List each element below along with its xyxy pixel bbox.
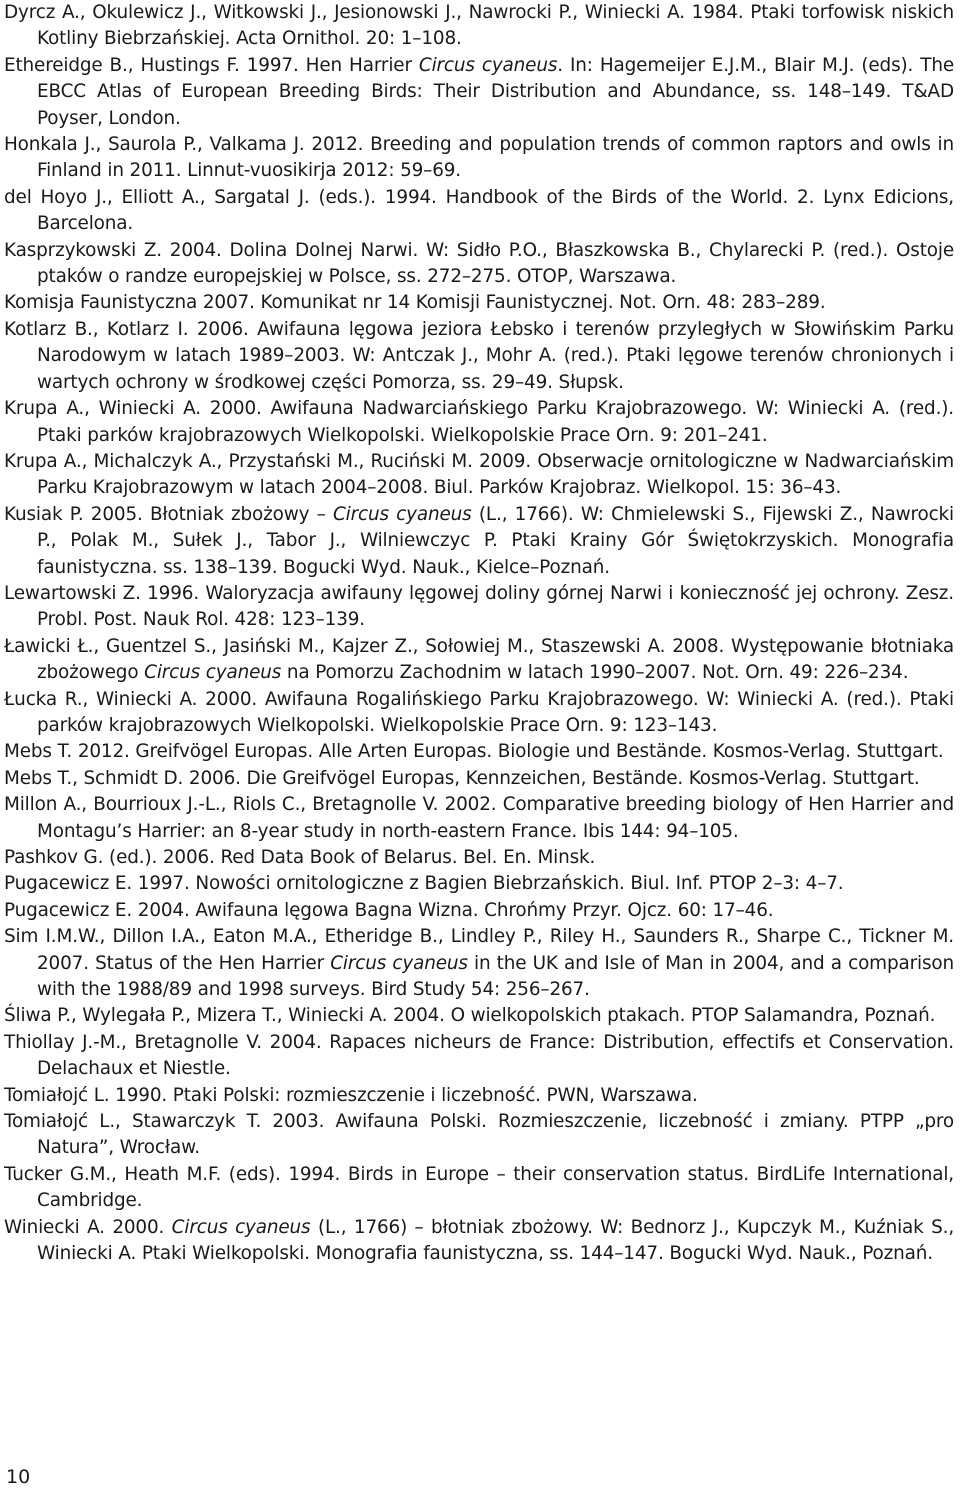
reference-entry: Kasprzykowski Z. 2004. Dolina Dolnej Narwi. W: Sidło P.O., Błaszkowska B., Chylarecki P. (red.). Ostoje ptaków o randze europejskiej w Polsce, ss. 272–275. OTOP, Warszawa. bbox=[4, 239, 954, 288]
reference-entry: Millon A., Bourrioux J.-L., Riols C., Bretagnolle V. 2002. Comparative breeding biology of Hen Harrier and Montagu’s Harrier: an 8-year study in north-eastern France. Ibis 144: 94–105. bbox=[4, 794, 954, 842]
page-number: 10 bbox=[6, 1466, 31, 1488]
reference-entry: Komisja Faunistyczna 2007. Komunikat nr 14 Komisji Faunistycznej. Not. Orn. 48: 283–289. bbox=[4, 292, 826, 314]
reference-entry: Pugacewicz E. 2004. Awifauna lęgowa Bagna Wizna. Chrońmy Przyr. Ojcz. 60: 17–46. bbox=[4, 899, 774, 921]
reference-entry: del Hoyo J., Elliott A., Sargatal J. (eds.). 1994. Handbook of the Birds of the World. 2. Lynx Edicions, Barcelona. bbox=[4, 186, 954, 235]
reference-list bbox=[4, 0, 954, 1268]
reference-entry: Mebs T. 2012. Greifvögel Europas. Alle Arten Europas. Biologie und Bestände. Kosmos-Verlag. Stuttgart. bbox=[4, 741, 944, 763]
reference-entry: Honkala J., Saurola P., Valkama J. 2012. Breeding and population trends of common raptors and owls in Finland in 2011. Linnut-vuosikirja 2012: 59–69. bbox=[4, 134, 954, 182]
reference-entry: Śliwa P., Wylegała P., Mizera T., Winiecki A. 2004. O wielkopolskich ptakach. PTOP Salamandra, Poznań. bbox=[4, 1005, 936, 1027]
reference-entry: Mebs T., Schmidt D. 2006. Die Greifvögel Europas, Kennzeichen, Bestände. Kosmos-Verlag. Stuttgart. bbox=[4, 767, 920, 789]
reference-entry: Pashkov G. (ed.). 2006. Red Data Book of Belarus. Bel. En. Minsk. bbox=[4, 847, 596, 868]
reference-entry: Kusiak P. 2005. Błotniak zbożowy – Circus cyaneus (L., 1766). W: Chmielewski S., Fijewski Z., Nawrocki P., Polak M., Sułek J., Tabor J., Wilniewczyc P. Ptaki Krainy Gór Świętokrzyskich. Monografia faunistyczna. ss. 138–139. Bogucki Wyd. Nauk., Kielce–Poznań. bbox=[4, 503, 954, 578]
reference-entry: Sim I.M.W., Dillon I.A., Eaton M.A., Etheridge B., Lindley P., Riley H., Saunders R., Sharpe C., Tickner M. 2007. Status of the Hen Harrier Circus cyaneus in the UK and Isle of Man in 2004, and a comparison with the 1988/89 and 1998 surveys. Bird Study 54: 256–267. bbox=[4, 926, 954, 1001]
reference-entry: Krupa A., Winiecki A. 2000. Awifauna Nadwarciańskiego Parku Krajobrazowego. W: Winiecki A. (red.). Ptaki parków krajobrazowych Wielkopolski. Wielkopolskie Prace Orn. 9: 201–241. bbox=[4, 398, 954, 446]
reference-entry: Pugacewicz E. 1997. Nowości ornitologiczne z Bagien Biebrzańskich. Biul. Inf. PTOP 2–3: 4–7. bbox=[4, 873, 844, 895]
reference-entry: Ławicki Ł., Guentzel S., Jasiński M., Kajzer Z., Sołowiej M., Staszewski A. 2008. Występowanie błotniaka zbożowego Circus cyaneus na Pomorzu Zachodnim w latach 1990–2007. Not. Orn. 49: 226–234. bbox=[4, 635, 954, 684]
reference-entry: Thiollay J.-M., Bretagnolle V. 2004. Rapaces nicheurs de France: Distribution, effectifs et Conservation. Delachaux et Niestle. bbox=[4, 1031, 954, 1080]
reference-entry: Tomiałojć L. 1990. Ptaki Polski: rozmieszczenie i liczebność. PWN, Warszawa. bbox=[4, 1084, 698, 1106]
reference-entry: Tucker G.M., Heath M.F. (eds). 1994. Birds in Europe – their conservation status. BirdLife International, Cambridge. bbox=[4, 1163, 954, 1212]
reference-entry: Krupa A., Michalczyk A., Przystański M., Ruciński M. 2009. Obserwacje ornitologiczne w Nadwarciańskim Parku Krajobrazowym w latach 2004–2008. Biul. Parków Krajobraz. Wielkopol. 15: 36–43. bbox=[4, 450, 954, 499]
reference-entry: Tomiałojć L., Stawarczyk T. 2003. Awifauna Polski. Rozmieszczenie, liczebność i zmiany. PTPP „pro Natura”, Wrocław. bbox=[4, 1111, 954, 1159]
reference-entry: Dyrcz A., Okulewicz J., Witkowski J., Jesionowski J., Nawrocki P., Winiecki A. 1984. Ptaki torfowisk niskich Kotliny Biebrzańskiej. Acta Ornithol. 20: 1–108. bbox=[4, 2, 954, 50]
reference-entry: Lewartowski Z. 1996. Waloryzacja awifauny lęgowej doliny górnej Narwi i konieczność jej ochrony. Zesz. Probl. Post. Nauk Rol. 428: 123–139. bbox=[4, 582, 954, 631]
reference-entry: Łucka R., Winiecki A. 2000. Awifauna Rogalińskiego Parku Krajobrazowego. W: Winiecki A. (red.). Ptaki parków krajobrazowych Wielkopolski. Wielkopolskie Prace Orn. 9: 123–143. bbox=[4, 688, 954, 736]
reference-entry: Kotlarz B., Kotlarz I. 2006. Awifauna lęgowa jeziora Łebsko i terenów przyległych w Słowińskim Parku Narodowym w latach 1989–2003. W: Antczak J., Mohr A. (red.). Ptaki lęgowe terenów chronionych i wartych ochrony w środkowej części Pomorza, ss. 29–49. Słupsk. bbox=[4, 318, 954, 393]
reference-entry: Ethereidge B., Hustings F. 1997. Hen Harrier Circus cyaneus. In: Hagemeijer E.J.M., Blair M.J. (eds). The EBCC Atlas of European Breeding Birds: Their Distribution and Abundance, ss. 148–149. T&AD Poyser, London. bbox=[4, 54, 955, 129]
reference-entry: Winiecki A. 2000. Circus cyaneus (L., 1766) – błotniak zbożowy. W: Bednorz J., Kupczyk M., Kuźniak S., Winiecki A. Ptaki Wielkopolski. Monografia faunistyczna, ss. 144–147. Bogucki Wyd. Nauk., Poznań. bbox=[4, 1216, 955, 1265]
